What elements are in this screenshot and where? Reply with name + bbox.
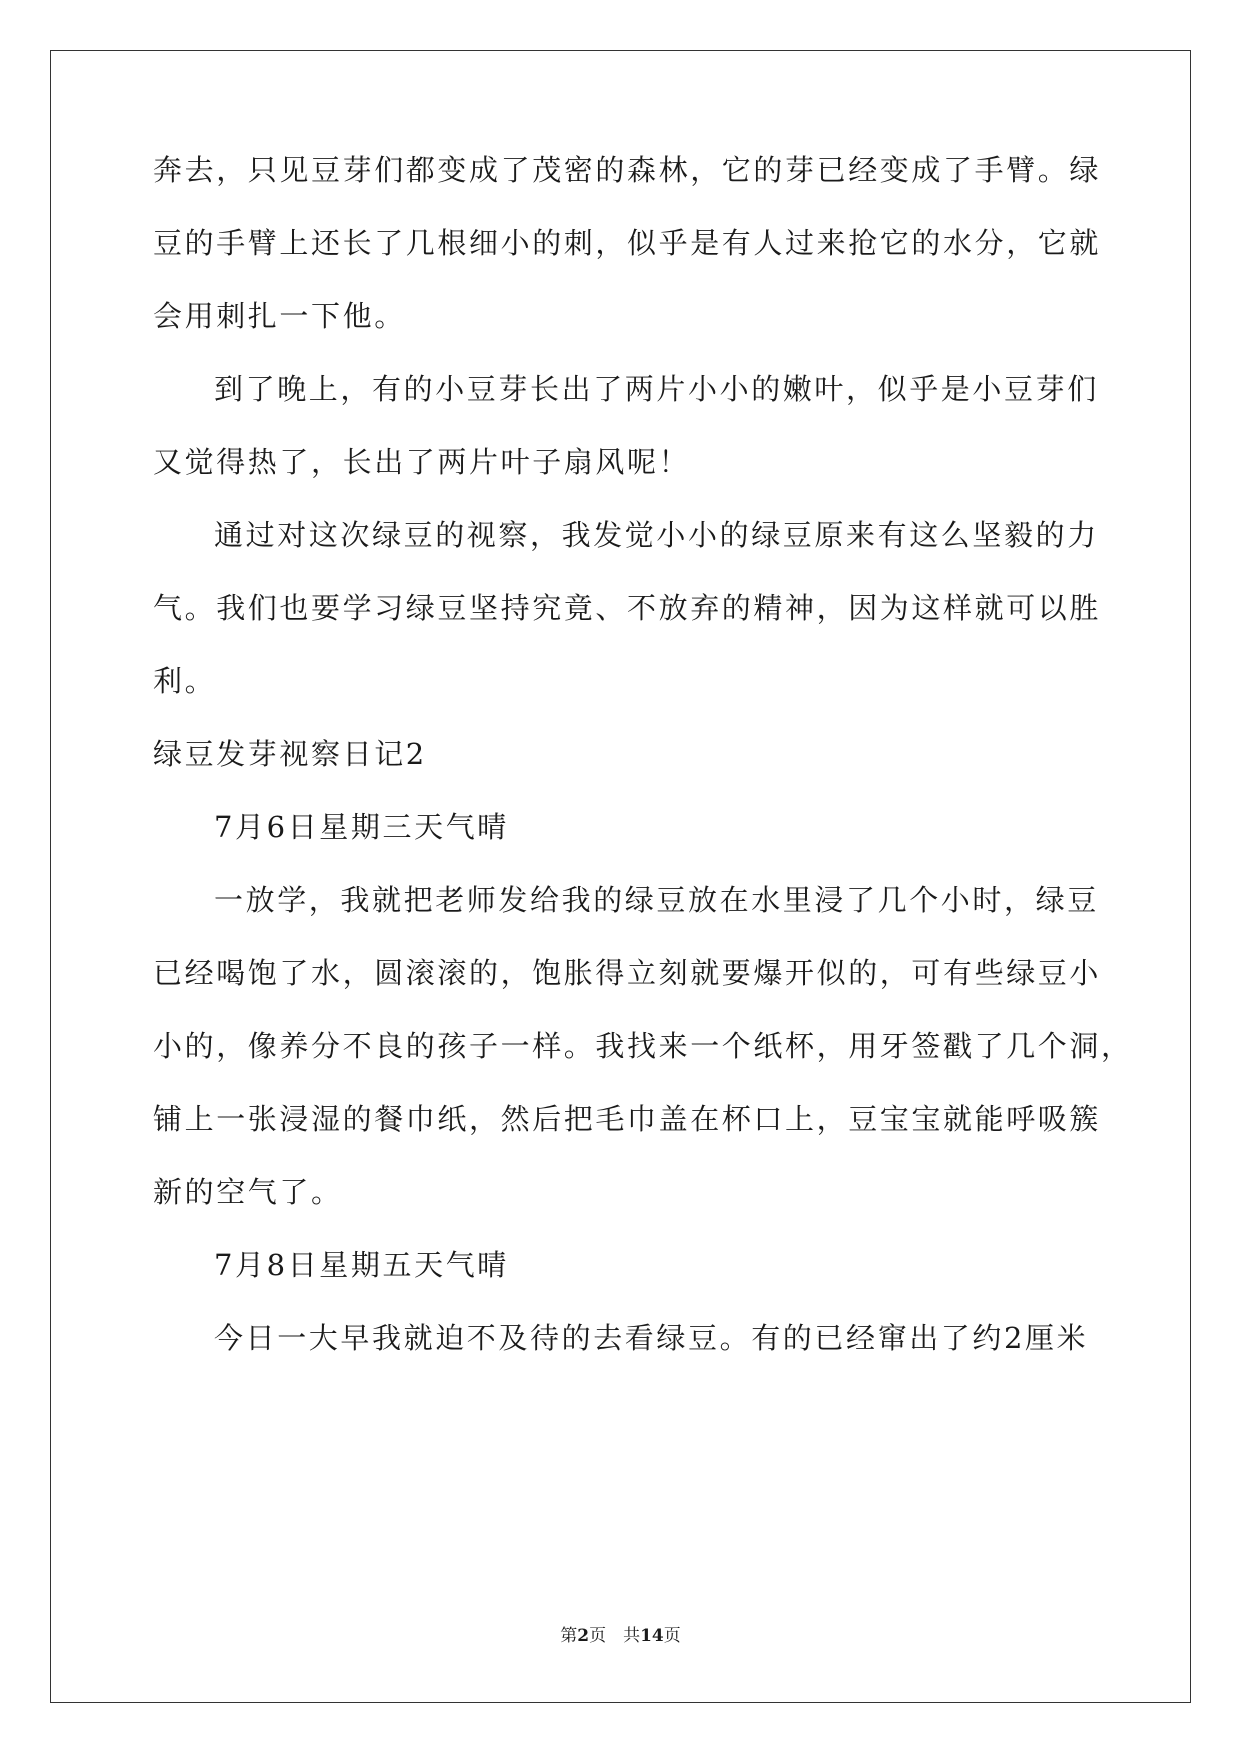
section-heading: 绿豆发芽视察日记2	[153, 737, 427, 771]
paragraph-start-line: 今日一大早我就迫不及待的去看绿豆。有的已经窜出了约2厘米	[214, 1321, 1089, 1355]
text-line: 豆的手臂上还长了几根细小的刺，似乎是有人过来抢它的水分，它就	[153, 226, 1102, 260]
current-page-number: 2	[577, 1626, 590, 1646]
text-line: 气。我们也要学习绿豆坚持究竟、不放弃的精神，因为这样就可以胜	[153, 591, 1102, 625]
text-line: 新的空气了。	[153, 1175, 343, 1209]
total-page-count: 14	[640, 1626, 664, 1646]
text-line: 利。	[153, 664, 217, 698]
text-line: 奔去，只见豆芽们都变成了茂密的森林，它的芽已经变成了手臂。绿	[153, 153, 1102, 187]
text-line: 已经喝饱了水，圆滚滚的，饱胀得立刻就要爆开似的，可有些绿豆小	[153, 956, 1102, 990]
paragraph-start-line: 通过对这次绿豆的视察，我发觉小小的绿豆原来有这么坚毅的力	[214, 518, 1099, 552]
diary-date-line: 7月8日星期五天气晴	[214, 1248, 509, 1282]
page-footer	[0, 1624, 1241, 1648]
footer-middle: 页 共	[589, 1626, 641, 1646]
footer-prefix: 第	[560, 1626, 578, 1646]
text-line: 铺上一张浸湿的餐巾纸，然后把毛巾盖在杯口上，豆宝宝就能呼吸簇	[153, 1102, 1102, 1136]
footer-suffix: 页	[663, 1626, 681, 1646]
text-line: 会用刺扎一下他。	[153, 299, 406, 333]
text-line: 小的，像养分不良的孩子一样。我找来一个纸杯，用牙签戳了几个洞，	[153, 1029, 1133, 1063]
paragraph-start-line: 一放学，我就把老师发给我的绿豆放在水里浸了几个小时，绿豆	[214, 883, 1099, 917]
text-line: 又觉得热了，长出了两片叶子扇风呢！	[153, 445, 691, 479]
paragraph-start-line: 到了晚上，有的小豆芽长出了两片小小的嫩叶，似乎是小豆芽们	[214, 372, 1099, 406]
diary-date-line: 7月6日星期三天气晴	[214, 810, 509, 844]
